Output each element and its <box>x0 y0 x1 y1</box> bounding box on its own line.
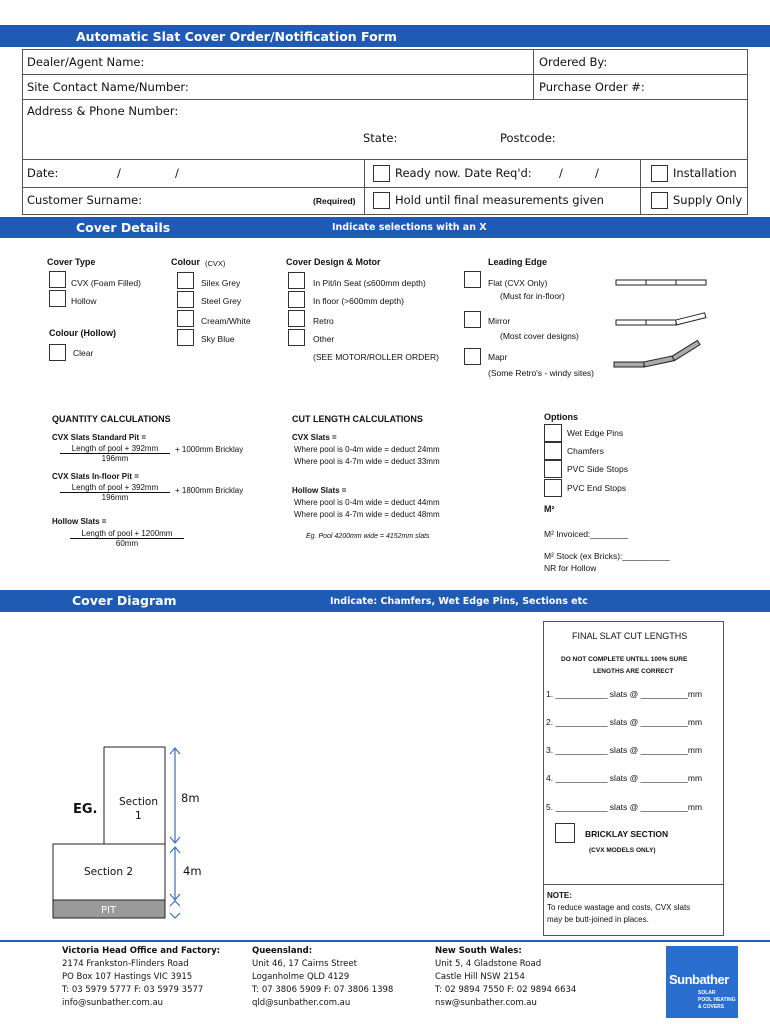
section-2-label: Section 2 <box>84 866 134 878</box>
example-diagram <box>40 740 220 925</box>
form-title-bar <box>0 25 770 47</box>
formula-numerator: Length of pool + 1200mm <box>70 529 184 539</box>
cvx-infloor-formula <box>60 483 170 502</box>
installation-checkbox[interactable] <box>651 165 668 182</box>
other-checkbox[interactable] <box>288 329 305 346</box>
form-title: Automatic Slat Cover Order/Notification Form <box>76 29 397 44</box>
footer-line: Loganholme QLD 4129 <box>252 972 350 982</box>
divider <box>640 159 641 215</box>
clear-label: Clear <box>73 348 94 358</box>
m2-heading: M² <box>544 504 555 514</box>
hollow-formula <box>70 529 184 548</box>
dealer-agent-name-label: Dealer/Agent Name: <box>27 55 145 69</box>
flat-note: (Must for in-floor) <box>500 291 565 301</box>
colour-cvx-note: (CVX) <box>205 259 226 268</box>
cvx-standard-extra: + 1000mm Bricklay <box>175 445 244 454</box>
logo-tagline: & COVERS <box>698 1004 725 1010</box>
retro-label: Retro <box>313 316 334 326</box>
motor-roller-note: (SEE MOTOR/ROLLER ORDER) <box>313 352 439 362</box>
mapr-label: Mapr <box>488 352 508 362</box>
customer-surname-label: Customer Surname: <box>27 193 143 207</box>
slat-row-field[interactable]: 5. ___________ slats @ __________mm <box>546 802 703 812</box>
site-contact-label: Site Contact Name/Number: <box>27 80 189 94</box>
mapr-note: (Some Retro's - windy sites) <box>488 368 595 378</box>
footer-email[interactable]: qld@sunbather.com.au <box>252 998 351 1008</box>
cover-diagram-title: Cover Diagram <box>72 593 177 608</box>
divider <box>543 884 724 885</box>
retro-checkbox[interactable] <box>288 310 305 327</box>
divider <box>22 74 748 75</box>
footer-nsw <box>435 945 576 1010</box>
leading-edge-heading: Leading Edge <box>488 257 548 267</box>
logo-tagline: SOLAR <box>698 990 716 996</box>
section-1-number: 1 <box>135 810 142 822</box>
address-phone-label: Address & Phone Number: <box>27 104 179 118</box>
dimension-4m: 4m <box>183 864 202 878</box>
m2-note: NR for Hollow <box>544 563 597 573</box>
cream-white-label: Cream/White <box>201 316 251 326</box>
final-slat-warning: DO NOT COMPLETE UNTILL 100% SURE <box>561 656 688 663</box>
date-separator: / <box>595 166 599 180</box>
steel-grey-checkbox[interactable] <box>177 291 194 308</box>
installation-label: Installation <box>673 166 737 180</box>
required-note: (Required) <box>313 196 356 206</box>
cream-white-checkbox[interactable] <box>177 310 194 327</box>
note-heading: NOTE: <box>547 891 572 900</box>
footer-email[interactable]: info@sunbather.com.au <box>62 998 164 1008</box>
formula-numerator: Length of pool + 392mm <box>60 483 170 493</box>
hollow-cut-line: Where pool is 4-7m wide = deduct 48mm <box>294 510 440 519</box>
slat-row-field[interactable]: 3. ___________ slats @ __________mm <box>546 745 703 755</box>
slat-row-field[interactable]: 1. ___________ slats @ __________mm <box>546 689 703 699</box>
sunbather-logo <box>666 946 738 1018</box>
cvx-standard-formula <box>60 444 170 463</box>
hollow-slats-label: Hollow Slats = <box>52 517 107 526</box>
hollow-label: Hollow <box>71 296 97 306</box>
cover-diagram-bar <box>0 590 770 612</box>
hold-until-label: Hold until final measurements given <box>395 193 604 207</box>
cover-type-heading: Cover Type <box>47 257 96 267</box>
colour-hollow-heading: Colour (Hollow) <box>49 328 116 338</box>
hollow-cut-line: Where pool is 0-4m wide = deduct 44mm <box>294 498 440 507</box>
section-1-label: Section <box>119 796 159 808</box>
mapr-checkbox[interactable] <box>464 348 481 365</box>
cvx-cut-label: CVX Slats = <box>292 433 337 442</box>
wet-edge-pins-checkbox[interactable] <box>544 424 562 442</box>
bricklay-section-label: BRICKLAY SECTION <box>585 829 669 839</box>
pvc-side-stops-label: PVC Side Stops <box>567 464 628 474</box>
cvx-checkbox[interactable] <box>49 271 66 288</box>
date-label: Date: <box>27 166 59 180</box>
footer-line: 2174 Frankston-Flinders Road <box>62 959 189 969</box>
cvx-standard-label: CVX Slats Standard Pit = <box>52 433 147 442</box>
formula-denominator: 196mm <box>101 454 129 463</box>
chamfers-checkbox[interactable] <box>544 442 562 460</box>
cut-example: Eg. Pool 4200mm wide = 4152mm slats <box>306 533 430 540</box>
cover-diagram-instruction: Indicate: Chamfers, Wet Edge Pins, Sections etc <box>330 596 588 607</box>
flat-label: Flat (CVX Only) <box>488 278 548 288</box>
options-heading: Options <box>544 412 578 422</box>
sky-blue-checkbox[interactable] <box>177 329 194 346</box>
mirror-note: (Most cover designs) <box>500 331 579 341</box>
cover-details-instruction: Indicate selections with an X <box>332 222 487 233</box>
clear-checkbox[interactable] <box>49 344 66 361</box>
date-separator: / <box>117 166 121 180</box>
steel-grey-label: Steel Grey <box>201 296 242 306</box>
colour-cvx-heading: Colour <box>171 257 200 267</box>
footer-qld <box>252 945 393 1010</box>
footer-line: T: 02 9894 7550 F: 02 9894 6634 <box>435 985 577 995</box>
note-text: To reduce wastage and costs, CVX slats <box>547 903 691 912</box>
footer-rule <box>0 940 770 942</box>
other-label: Other <box>313 334 335 344</box>
footer-line: T: 07 3806 5909 F: 07 3806 1398 <box>252 985 394 995</box>
footer-line: Unit 5, 4 Gladstone Road <box>435 959 542 969</box>
wet-edge-pins-label: Wet Edge Pins <box>567 428 624 438</box>
final-slat-heading: FINAL SLAT CUT LENGTHS <box>572 631 688 641</box>
formula-denominator: 60mm <box>115 539 139 548</box>
supply-only-label: Supply Only <box>673 193 743 207</box>
divider <box>533 49 534 99</box>
mapr-edge-illustration <box>612 336 712 372</box>
ready-now-label: Ready now. Date Req'd: <box>395 166 532 180</box>
formula-denominator: 196mm <box>101 493 129 502</box>
in-pit-checkbox[interactable] <box>288 272 305 289</box>
footer-heading: Queensland: <box>252 946 313 956</box>
footer-heading: Victoria Head Office and Factory: <box>62 946 221 956</box>
in-floor-label: In floor (>600mm depth) <box>313 296 404 306</box>
m2-stock-field[interactable]: M² Stock (ex Bricks):__________ <box>544 551 670 561</box>
ready-now-checkbox[interactable] <box>373 165 390 182</box>
pvc-end-stops-checkbox[interactable] <box>544 479 562 497</box>
purchase-order-label: Purchase Order #: <box>539 80 645 94</box>
pool-outline <box>53 747 165 902</box>
chamfers-label: Chamfers <box>567 446 604 456</box>
footer-heading: New South Wales: <box>435 946 522 956</box>
mirror-label: Mirror <box>488 316 511 326</box>
footer-vic <box>62 945 220 1010</box>
logo-tagline: POOL HEATING <box>698 997 736 1003</box>
date-separator: / <box>559 166 563 180</box>
mirror-edge-illustration <box>614 312 714 332</box>
footer-email[interactable]: nsw@sunbather.com.au <box>435 998 537 1008</box>
pit-label: PIT <box>101 905 117 916</box>
in-pit-label: In Pit/in Seat (≤600mm depth) <box>313 278 426 288</box>
ordered-by-label: Ordered By: <box>539 55 608 69</box>
state-label: State: <box>363 131 398 145</box>
flat-edge-illustration <box>614 276 710 290</box>
postcode-label: Postcode: <box>500 131 556 145</box>
pvc-end-stops-label: PVC End Stops <box>567 483 627 493</box>
hollow-cut-label: Hollow Slats = <box>292 486 347 495</box>
cover-details-bar <box>0 217 770 238</box>
sky-blue-label: Sky Blue <box>201 334 235 344</box>
slat-row-field[interactable]: 2. ___________ slats @ __________mm <box>546 717 703 727</box>
cover-details-title: Cover Details <box>76 220 171 235</box>
footer-line: T: 03 5979 5777 F: 03 5979 3577 <box>62 985 204 995</box>
dimension-8m: 8m <box>181 791 200 805</box>
dimension-arrows <box>170 748 180 918</box>
silex-grey-label: Silex Grey <box>201 278 241 288</box>
cvx-label: CVX (Foam Filled) <box>71 278 141 288</box>
cvx-infloor-extra: + 1800mm Bricklay <box>175 486 244 495</box>
pvc-side-stops-checkbox[interactable] <box>544 460 562 478</box>
cvx-cut-line: Where pool is 4-7m wide = deduct 33mm <box>294 457 440 466</box>
supply-only-checkbox[interactable] <box>651 192 668 209</box>
silex-grey-checkbox[interactable] <box>177 272 194 289</box>
in-floor-checkbox[interactable] <box>288 291 305 308</box>
footer-line: Castle Hill NSW 2154 <box>435 972 525 982</box>
design-motor-heading: Cover Design & Motor <box>286 257 381 267</box>
footer-line: PO Box 107 Hastings VIC 3915 <box>62 972 193 982</box>
slat-row-field[interactable]: 4. ___________ slats @ __________mm <box>546 773 703 783</box>
example-label: EG. <box>73 802 98 817</box>
formula-numerator: Length of pool + 392mm <box>60 444 170 454</box>
mirror-checkbox[interactable] <box>464 311 481 328</box>
quantity-heading: QUANTITY CALCULATIONS <box>52 414 171 424</box>
note-text: may be butt-joined in places. <box>547 915 649 924</box>
divider <box>364 159 365 215</box>
cvx-cut-line: Where pool is 0-4m wide = deduct 24mm <box>294 445 440 454</box>
footer-line: Unit 46, 17 Cairns Street <box>252 959 357 969</box>
cut-length-heading: CUT LENGTH CALCULATIONS <box>292 414 423 424</box>
divider <box>22 99 748 100</box>
hold-until-checkbox[interactable] <box>373 192 390 209</box>
bricklay-section-checkbox[interactable] <box>555 823 575 843</box>
flat-checkbox[interactable] <box>464 271 481 288</box>
hollow-checkbox[interactable] <box>49 290 66 307</box>
logo-wordmark: Sunbather <box>669 972 729 987</box>
bricklay-note: (CVX MODELS ONLY) <box>589 847 656 854</box>
date-separator: / <box>175 166 179 180</box>
final-slat-warning: LENGTHS ARE CORRECT <box>593 668 674 675</box>
m2-invoiced-field[interactable]: M² Invoiced:________ <box>544 529 629 539</box>
cvx-infloor-label: CVX Slats In-floor Pit = <box>52 472 139 481</box>
